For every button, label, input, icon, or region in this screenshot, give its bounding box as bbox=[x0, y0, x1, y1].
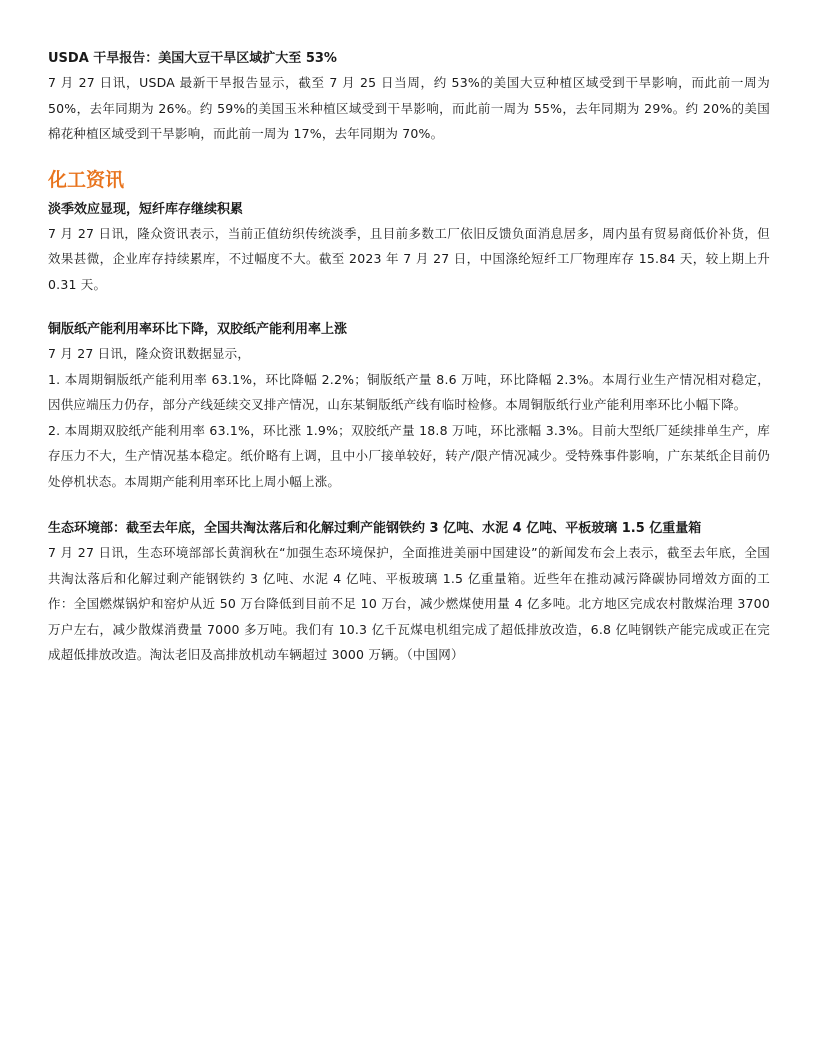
article-paragraph: 7 月 27 日讯，隆众资讯数据显示， bbox=[48, 346, 251, 361]
article-list-item: 2. 本周期双胶纸产能利用率 63.1%，环比涨 1.9%；双胶纸产量 18.8 万吨，环比涨幅 3.3%。目前大型纸厂延续排单生产，库存压力不大，生产情况基本稳定。纸价略有上调，且中小厂接单较好，转产/限产情况减少。受特殊事件影响，广东某纸企目前仍处停机状态。本周期产能利用率环比上周小幅上涨。 bbox=[48, 422, 770, 489]
article-paragraph: 7 月 27 日讯，USDA 最新干旱报告显示，截至 7 月 25 日当周，约 53%的美国大豆种植区域受到干旱影响，而此前一周为 50%，去年同期为 26%。约 59%的美国玉米种植区域受到干旱影响，而此前一周为 55%，去年同期为 29%。约 20%的美国棉花种植区域受到干旱影响，而此前一周为 17%，去年同期为 70%。 bbox=[48, 75, 770, 141]
section-heading-chemical-news: 化工资讯 bbox=[48, 168, 125, 191]
article-paragraph: 7 月 27 日讯，隆众资讯表示，当前正值纺织传统淡季，且目前多数工厂依旧反馈负面消息居多，周内虽有贸易商低价补货，但效果甚微，企业库存持续累库，不过幅度不大。截至 2023 年 7 月 27 日，中国涤纶短纤工厂物理库存 15.84 天，较上期上升 0.31 天。 bbox=[48, 225, 770, 292]
article-title-usda-drought: USDA 干旱报告：美国大豆干旱区域扩大至 53% bbox=[48, 51, 337, 66]
article-title-paper-capacity: 铜版纸产能利用率环比下降，双胶纸产能利用率上涨 bbox=[48, 322, 348, 337]
article-paragraph: 7 月 27 日讯，生态环境部部长黄润秋在“加强生态环境保护，全面推进美丽中国建设”的新闻发布会上表示，截至去年底，全国共淘汰落后和化解过剩产能钢铁约 3 亿吨、水泥 4 亿吨、平板玻璃 1.5 亿重量箱。近些年在推动减污降碳协同增效方面的工作：全国燃煤锅炉和窑炉从近 50 万台降低到目前不足 10 万台，减少燃煤使用量 4 亿多吨。北方地区完成农村散煤治理 3700 万户左右，减少散煤消费量 7000 多万吨。我们有 10.3 亿千瓦煤电机组完成了超低排放改造，6.8 亿吨钢铁产能完成或正在完成超低排放改造。淘汰老旧及高排放机动车辆超过 3000 万辆。（中国网） bbox=[48, 545, 770, 662]
article-title-staple-fiber: 淡季效应显现，短纤库存继续积累 bbox=[48, 201, 244, 217]
article-list-item: 1. 本周期铜版纸产能利用率 63.1%，环比降幅 2.2%；铜版纸产量 8.6 万吨，环比降幅 2.3%。本周行业生产情况相对稳定，因供应端压力仍存，部分产线延续交叉排产情况，山东某铜版纸产线有临时检修。本周铜版纸行业产能利用率环比小幅下降。 bbox=[48, 371, 770, 412]
article-title-environment-ministry: 生态环境部：截至去年底，全国共淘汰落后和化解过剩产能钢铁约 3 亿吨、水泥 4 亿吨、平板玻璃 1.5 亿重量箱 bbox=[48, 521, 702, 536]
document-page bbox=[48, 48, 770, 668]
